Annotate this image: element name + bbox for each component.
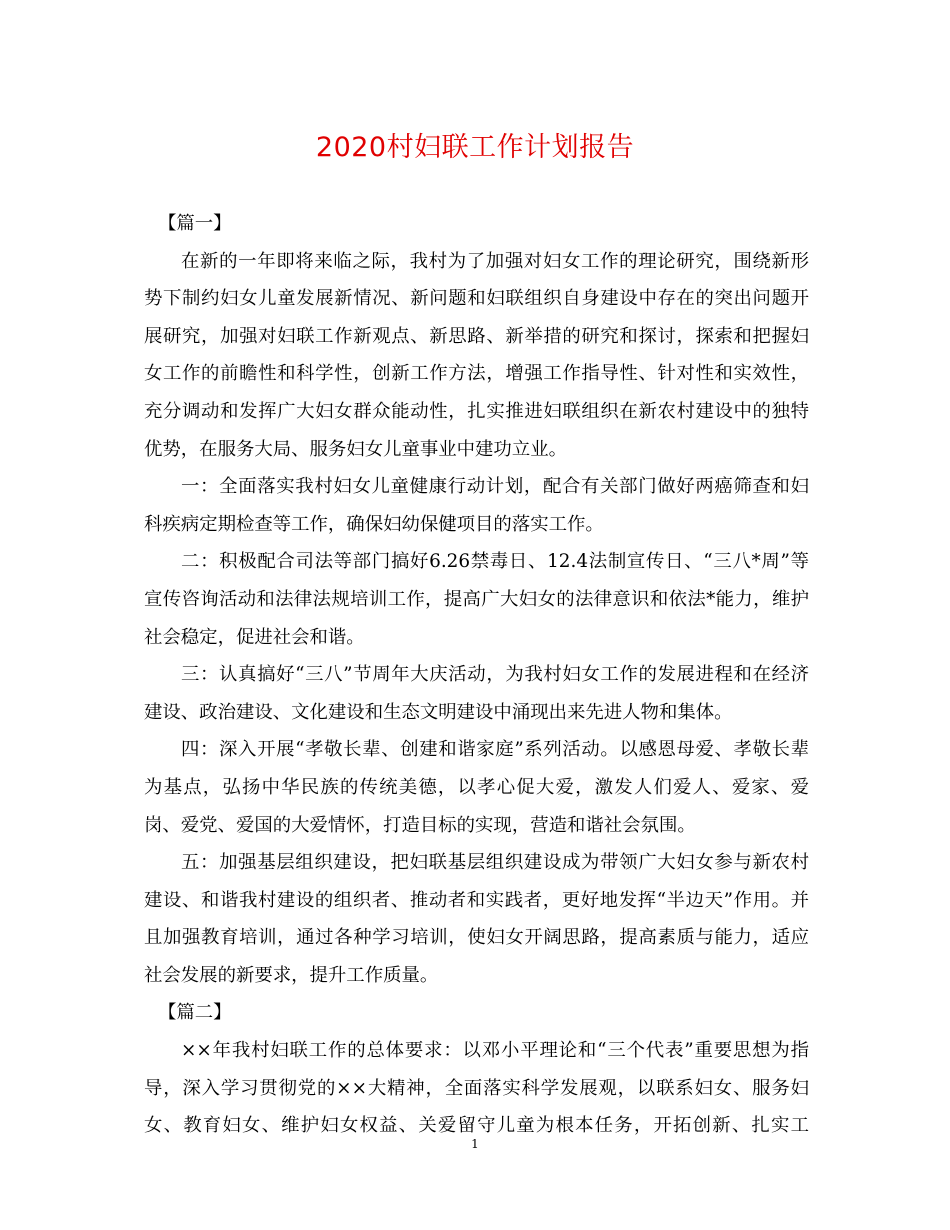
paragraph-line: 宣传咨询活动和法律法规培训工作，提高广大妇女的法律意识和依法*能力，维护 bbox=[144, 588, 809, 610]
paragraph-line: 女工作的前瞻性和科学性，创新工作方法，增强工作指导性、针对性和实效性， bbox=[144, 363, 809, 385]
paragraph-line: ××年我村妇联工作的总体要求：以邓小平理论和“三个代表”重要思想为指 bbox=[181, 1040, 809, 1062]
paragraph-line: 一：全面落实我村妇女儿童健康行动计划，配合有关部门做好两癌筛查和妇 bbox=[181, 476, 809, 498]
paragraph-line: 四：深入开展“孝敬长辈、创建和谐家庭”系列活动。以感恩母爱、孝敬长辈 bbox=[181, 739, 809, 761]
section-heading: 【篇一】 bbox=[158, 213, 232, 234]
paragraph-line: 在新的一年即将来临之际，我村为了加强对妇女工作的理论研究，围绕新形 bbox=[181, 250, 809, 272]
paragraph-line: 女、教育妇女、维护妇女权益、关爱留守儿童为根本任务，开拓创新、扎实工 bbox=[144, 1115, 809, 1137]
paragraph-line: 二：积极配合司法等部门搞好6.26禁毒日、12.4法制宣传日、“三八*周”等 bbox=[181, 551, 809, 573]
paragraph-line: 且加强教育培训，通过各种学习培训，使妇女开阔思路，提高素质与能力，适应 bbox=[144, 927, 809, 949]
document-title: 2020村妇联工作计划报告 bbox=[315, 132, 635, 163]
paragraph-line: 岗、爱党、爱国的大爱情怀，打造目标的实现，营造和谐社会氛围。 bbox=[144, 814, 696, 836]
paragraph-line: 三：认真搞好“三八”节周年大庆活动，为我村妇女工作的发展进程和在经济 bbox=[181, 664, 809, 686]
paragraph-line: 建设、和谐我村建设的组织者、推动者和实践者，更好地发挥“半边天”作用。并 bbox=[144, 889, 809, 911]
document-body bbox=[144, 205, 809, 1145]
page-number: 1 bbox=[471, 1137, 479, 1151]
paragraph-line: 社会稳定，促进社会和谐。 bbox=[144, 626, 365, 648]
paragraph-line: 势下制约妇女儿童发展新情况、新问题和妇联组织自身建设中存在的突出问题开 bbox=[144, 288, 809, 310]
paragraph-line: 充分调动和发挥广大妇女群众能动性，扎实推进妇联组织在新农村建设中的独特 bbox=[144, 400, 809, 422]
paragraph-line: 导，深入学习贯彻党的××大精神，全面落实科学发展观，以联系妇女、服务妇 bbox=[144, 1077, 809, 1099]
paragraph-line: 建设、政治建设、文化建设和生态文明建设中涌现出来先进人物和集体。 bbox=[144, 701, 733, 723]
paragraph-line: 优势，在服务大局、服务妇女儿童事业中建功立业。 bbox=[144, 438, 567, 460]
paragraph-line: 科疾病定期检查等工作，确保妇幼保健项目的落实工作。 bbox=[144, 513, 604, 535]
section-heading: 【篇二】 bbox=[158, 1002, 232, 1024]
paragraph-line: 五：加强基层组织建设，把妇联基层组织建设成为带领广大妇女参与新农村 bbox=[181, 852, 809, 874]
paragraph-line: 为基点，弘扬中华民族的传统美德，以孝心促大爱，激发人们爱人、爱家、爱 bbox=[144, 776, 809, 798]
paragraph-line: 社会发展的新要求，提升工作质量。 bbox=[144, 964, 439, 986]
paragraph-line: 展研究，加强对妇联工作新观点、新思路、新举措的研究和探讨，探索和把握妇 bbox=[144, 325, 809, 347]
